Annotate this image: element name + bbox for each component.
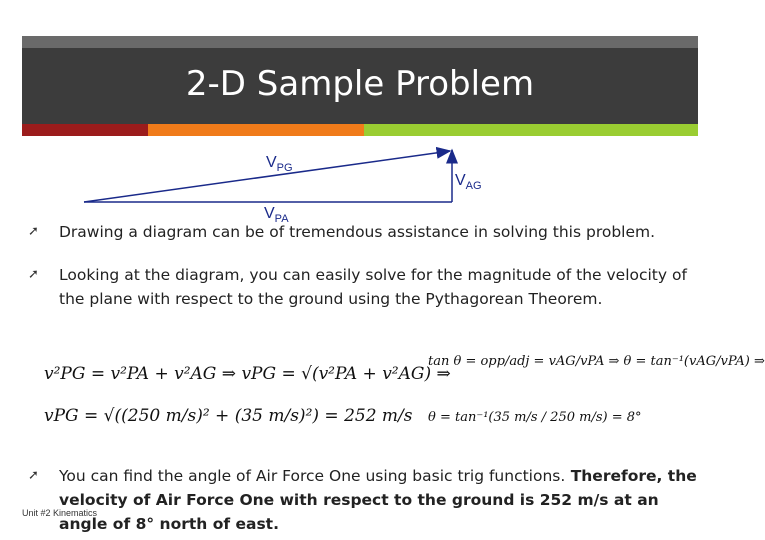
equation-trig-2: θ = tan⁻¹(35 m/s / 250 m/s) = 8° <box>428 410 642 425</box>
equation-pythagorean-2: vPG = √((250 m/s)² + (35 m/s)²) = 252 m/s <box>44 406 413 426</box>
bullet-3-text <box>59 464 708 536</box>
label-vag: $V_{AG}$ <box>455 172 482 193</box>
slide-footer: Unit #2 Kinematics <box>22 508 98 518</box>
arrow-bullet-icon: ➚ <box>28 468 39 483</box>
equation-pythagorean-1: v²PG = v²PA + v²AG ⇒ vPG = √(v²PA + v²AG) ⇒ <box>44 364 451 384</box>
bullet-1 <box>28 220 708 244</box>
equation-trig-1: tan θ = opp/adj = vAG/vPA ⇒ θ = tan⁻¹(vAG/vPA) ⇒ <box>428 354 765 369</box>
bullet-1-text: Drawing a diagram can be of tremendous assistance in solving this problem. <box>59 223 656 241</box>
bullet-3-text-bold: Therefore, the velocity of Air Force One with respect to the ground is 252 m/s at an angle of 8° north of east. <box>59 467 697 533</box>
bullet-3-text-normal: You can find the angle of Air Force One using basic trig functions. <box>59 467 566 485</box>
bullet-2 <box>28 263 708 311</box>
slide-title: 2-D Sample Problem <box>185 64 535 104</box>
arrow-bullet-icon: ➚ <box>28 267 39 282</box>
bullet-2-text: Looking at the diagram, you can easily solve for the magnitude of the velocity of the plane with respect to the ground using the Pythagorean Theorem. <box>59 266 687 308</box>
arrow-bullet-icon: ➚ <box>28 224 39 239</box>
label-vpg: $V_{PG}$ <box>266 154 293 175</box>
label-vpa: $V_{PA}$ <box>264 205 289 226</box>
bullet-3 <box>28 464 708 536</box>
